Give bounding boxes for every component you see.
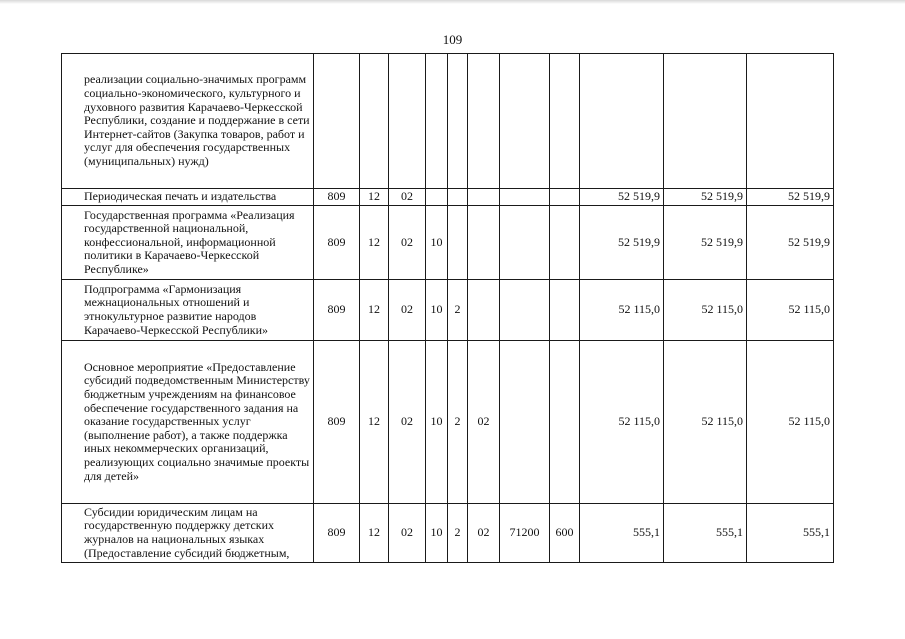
amount-year-1: 52 115,0 [580,280,664,341]
scan-top-edge [0,0,905,4]
row-name: Подпрограмма «Гармонизация межнациональных отношений и этнокультурное развитие народов Карачаево-Черкесской Республики» [62,280,314,341]
section-code: 12 [360,504,389,563]
expense-type-code: 600 [550,504,580,563]
amount-year-2: 52 519,9 [664,206,747,280]
ministry-code: 809 [314,504,360,563]
program-code: 10 [426,504,448,563]
table-row [62,54,834,189]
event-code [468,206,500,280]
table-row [62,280,834,341]
event-code [468,189,500,206]
amount-year-1 [580,54,664,189]
subsection-code: 02 [389,504,426,563]
event-code [468,280,500,341]
subsection-code: 02 [389,189,426,206]
event-code: 02 [468,341,500,504]
amount-year-3: 555,1 [747,504,834,563]
amount-year-1: 52 519,9 [580,189,664,206]
expense-type-code [550,189,580,206]
table-row [62,206,834,280]
ministry-code: 809 [314,280,360,341]
subsection-code: 02 [389,280,426,341]
section-code: 12 [360,341,389,504]
subsection-code: 02 [389,206,426,280]
amount-year-1: 52 115,0 [580,341,664,504]
amount-year-1: 555,1 [580,504,664,563]
section-code: 12 [360,189,389,206]
table-row [62,341,834,504]
amount-year-2: 555,1 [664,504,747,563]
row-name: Субсидии юридическим лицам на государственную поддержку детских журналов на национальных языках (Предоставление субсидий бюджетным, [62,504,314,563]
program-code: 10 [426,280,448,341]
event-code: 02 [468,504,500,563]
expense-type-code [550,280,580,341]
amount-year-3: 52 115,0 [747,341,834,504]
ministry-code [314,54,360,189]
amount-year-3 [747,54,834,189]
amount-year-3: 52 115,0 [747,280,834,341]
program-code [426,189,448,206]
amount-year-3: 52 519,9 [747,206,834,280]
direction-code [500,189,550,206]
direction-code [500,54,550,189]
program-code [426,54,448,189]
expense-type-code [550,341,580,504]
subsection-code: 02 [389,341,426,504]
section-code: 12 [360,280,389,341]
subprogram-code [448,206,468,280]
subprogram-code: 2 [448,341,468,504]
amount-year-1: 52 519,9 [580,206,664,280]
section-code [360,54,389,189]
event-code [468,54,500,189]
direction-code [500,280,550,341]
program-code: 10 [426,341,448,504]
amount-year-2: 52 115,0 [664,280,747,341]
table-row [62,189,834,206]
page-number: 109 [442,32,463,47]
row-name: Периодическая печать и издательства [62,189,314,206]
expense-type-code [550,206,580,280]
section-code: 12 [360,206,389,280]
ministry-code: 809 [314,206,360,280]
budget-table [61,53,834,563]
direction-code [500,341,550,504]
direction-code [500,206,550,280]
direction-code: 71200 [500,504,550,563]
ministry-code: 809 [314,189,360,206]
subprogram-code [448,189,468,206]
row-name: Государственная программа «Реализация государственной национальной, конфессиональной, информационной политики в Карачаево-Черкесской Республике» [62,206,314,280]
budget-table-body [62,54,834,563]
subprogram-code: 2 [448,504,468,563]
expense-type-code [550,54,580,189]
row-name: Основное мероприятие «Предоставление субсидий подведомственным Министерству бюджетным учреждениям на финансовое обеспечение государственного задания на оказание государственных услуг (выполнение работ), а также поддержка иных некоммерческих организаций, реализующих социально значимые проекты для детей» [62,341,314,504]
table-row [62,504,834,563]
subprogram-code: 2 [448,280,468,341]
row-name: реализации социально-значимых программ социально-экономического, культурного и духовного развития Карачаево-Черкесской Республики, создание и поддержание в сети Интернет-сайтов (Закупка товаров, работ и услуг для обеспечения государственных (муниципальных) нужд) [62,54,314,189]
amount-year-2 [664,54,747,189]
subprogram-code [448,54,468,189]
subsection-code [389,54,426,189]
ministry-code: 809 [314,341,360,504]
program-code: 10 [426,206,448,280]
amount-year-2: 52 115,0 [664,341,747,504]
amount-year-2: 52 519,9 [664,189,747,206]
amount-year-3: 52 519,9 [747,189,834,206]
